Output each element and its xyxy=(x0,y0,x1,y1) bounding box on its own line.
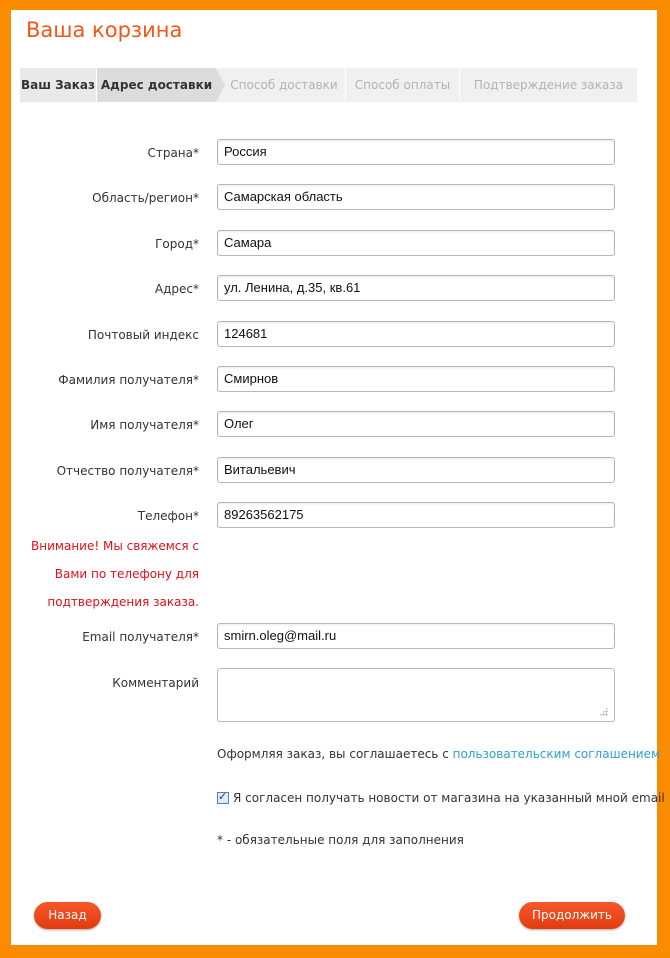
user-agreement-link[interactable]: пользовательским соглашением xyxy=(452,747,661,761)
agreement-text xyxy=(217,747,660,761)
step-delivery-address: Адрес доставки xyxy=(97,68,217,102)
email-field[interactable]: smirn.oleg@mail.ru xyxy=(217,623,615,649)
city-field[interactable]: Самара xyxy=(217,230,615,256)
address-label: Адрес* xyxy=(154,282,199,296)
city-label: Город* xyxy=(155,237,199,251)
comment-field[interactable] xyxy=(217,668,615,722)
step-order-confirmation: Подтверждение заказа xyxy=(460,68,638,102)
agreement-prefix: Оформляя заказ, вы соглашаетесь с xyxy=(217,747,453,761)
phone-label: Телефон* xyxy=(137,509,199,523)
step-your-order[interactable]: Ваш Заказ xyxy=(20,68,97,102)
region-label: Область/регион* xyxy=(92,191,199,205)
email-label: Email получателя* xyxy=(82,630,199,644)
region-field[interactable]: Самарская область xyxy=(217,184,615,210)
last-name-field[interactable]: Смирнов xyxy=(217,366,615,392)
last-name-label: Фамилия получателя* xyxy=(58,373,199,387)
middle-name-label: Отчество получателя* xyxy=(56,464,199,478)
back-button[interactable]: Назад xyxy=(34,902,101,929)
zip-field[interactable]: 124681 xyxy=(217,321,615,347)
newsletter-checkbox[interactable] xyxy=(217,792,229,804)
checkout-steps xyxy=(20,68,638,102)
step-payment-method: Способ оплаты xyxy=(346,68,460,102)
step-delivery-method: Способ доставки xyxy=(217,68,346,102)
country-field[interactable]: Россия xyxy=(217,139,615,165)
phone-field[interactable]: 89263562175 xyxy=(217,502,615,528)
zip-label: Почтовый индекс xyxy=(87,328,199,342)
page-title: Ваша корзина xyxy=(26,18,183,42)
country-label: Страна* xyxy=(147,146,199,160)
checkout-panel xyxy=(11,10,665,945)
first-name-label: Имя получателя* xyxy=(90,418,199,432)
comment-label: Комментарий xyxy=(112,676,199,690)
newsletter-row xyxy=(217,791,665,805)
address-field[interactable]: ул. Ленина, д.35, кв.61 xyxy=(217,275,615,301)
middle-name-field[interactable]: Витальевич xyxy=(217,457,615,483)
resize-grip-icon[interactable] xyxy=(599,707,608,716)
phone-warning: Внимание! Мы свяжемся с Вами по телефону для подтверждения заказа. xyxy=(31,539,199,609)
continue-button[interactable]: Продолжить xyxy=(519,902,625,929)
newsletter-label[interactable]: Я согласен получать новости от магазина на указанный мной email xyxy=(233,791,665,805)
required-fields-note: * - обязательные поля для заполнения xyxy=(217,833,464,847)
first-name-field[interactable]: Олег xyxy=(217,411,615,437)
